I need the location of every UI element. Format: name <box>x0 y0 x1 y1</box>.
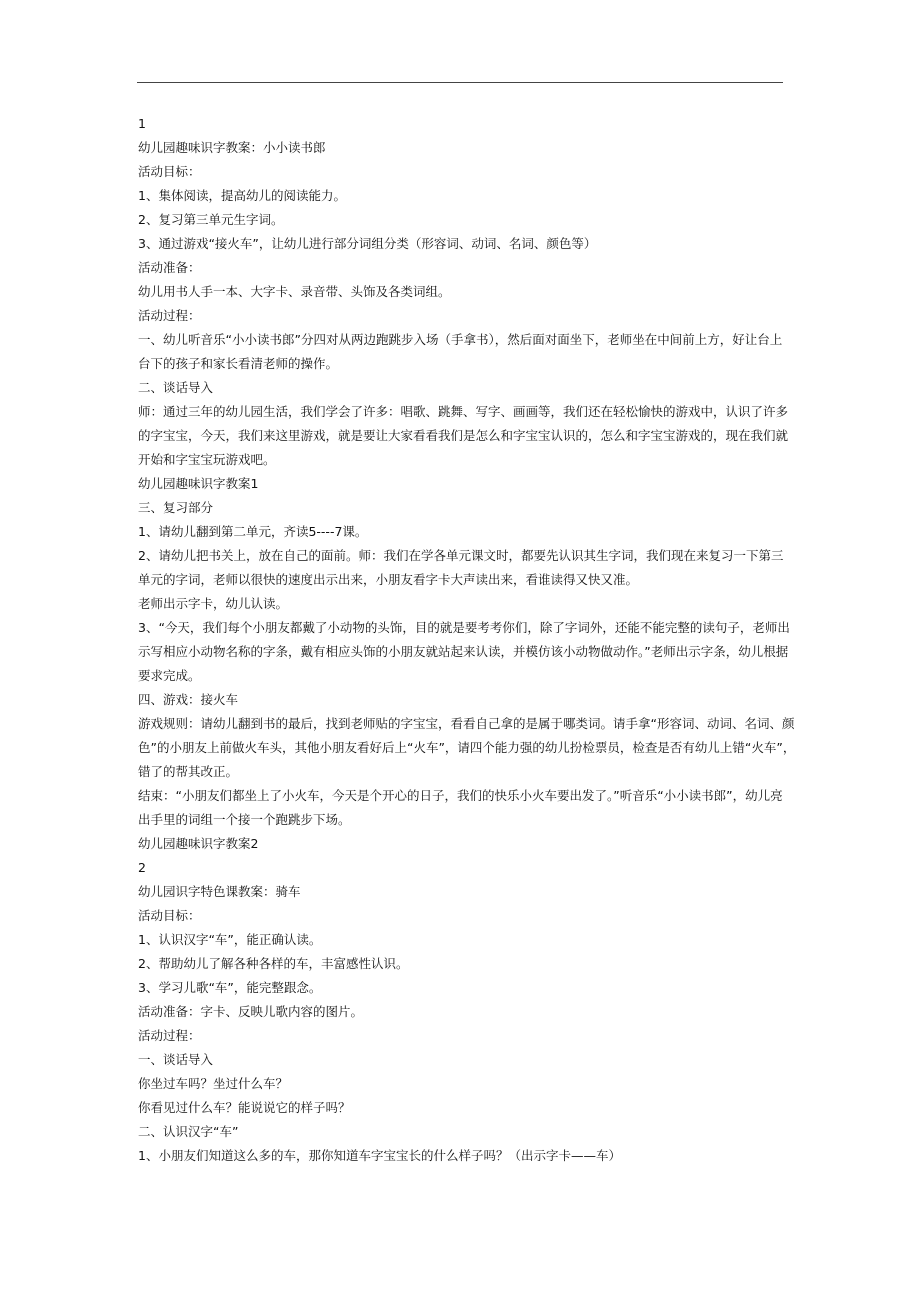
text-line: 1、小朋友们知道这么多的车，那你知道车字宝宝长的什么样子吗？（出示字卡——车） <box>138 1148 621 1163</box>
text-line: 活动准备：字卡、反映儿歌内容的图片。 <box>138 1004 364 1019</box>
section-heading: 活动目标： <box>138 164 201 179</box>
section-heading: 四、游戏：接火车 <box>138 692 239 707</box>
text-line: 2、请幼儿把书关上，放在自己的面前。师：我们在学各单元课文时，都要先认识其生字词，我们现在来复习一下第三 <box>138 548 784 563</box>
lesson-title-2: 幼儿园识字特色课教案：骑车 <box>138 884 301 899</box>
text-line: 3、“今天，我们每个小朋友都戴了小动物的头饰，目的就是要考考你们，除了字词外，还能不能完整的读句子，老师出 <box>138 620 790 635</box>
section-heading: 三、复习部分 <box>138 500 214 515</box>
section-heading: 二、认识汉字“车” <box>138 1124 239 1139</box>
text-line: 你看见过什么车？能说说它的样子吗？ <box>138 1100 351 1115</box>
text-line: 2、复习第三单元生字词。 <box>138 212 284 227</box>
text-line: 开始和字宝宝玩游戏吧。 <box>138 452 276 467</box>
section-heading: 活动过程： <box>138 1028 201 1043</box>
text-line: 的字宝宝，今天，我们来这里游戏，就是要让大家看看我们是怎么和字宝宝认识的，怎么和字宝宝游戏的，现在我们就 <box>138 428 789 443</box>
text-line: 1、认识汉字“车”，能正确认读。 <box>138 932 322 947</box>
text-line: 一、幼儿听音乐“小小读书郎”分四对从两边跑跳步入场（手拿书），然后面对面坐下，老师坐在中间前上方，好让台上 <box>138 332 783 347</box>
text-line: 单元的字词，老师以很快的速度出示出来，小朋友看字卡大声读出来，看谁读得又快又准。 <box>138 572 639 587</box>
text-line: 游戏规则：请幼儿翻到书的最后，找到老师贴的字宝宝，看看自己拿的是属于哪类词。请手拿“形容词、动词、名词、颜 <box>138 716 795 731</box>
text-line: 错了的帮其改正。 <box>138 764 239 779</box>
text-line: 示写相应小动物名称的字条，戴有相应头饰的小朋友就站起来认读，并模仿该小动物做动作。”老师出示字条，幼儿根据 <box>138 644 789 659</box>
text-line: 要求完成。 <box>138 668 201 683</box>
text-line: 幼儿用书人手一本、大字卡、录音带、头饰及各类词组。 <box>138 284 451 299</box>
section-heading: 活动目标： <box>138 908 201 923</box>
lesson-title-1: 幼儿园趣味识字教案：小小读书郎 <box>138 140 326 155</box>
page-number-1: 1 <box>138 116 146 131</box>
text-line: 3、学习儿歌“车”，能完整跟念。 <box>138 980 322 995</box>
text-line: 1、集体阅读，提高幼儿的阅读能力。 <box>138 188 346 203</box>
text-line: 结束：“小朋友们都坐上了小火车，今天是个开心的日子，我们的快乐小火车要出发了。”听音乐“小小读书郎”，幼儿亮 <box>138 788 783 803</box>
page-number-2: 2 <box>138 860 146 875</box>
header-rule <box>137 82 783 83</box>
text-line: 你坐过车吗？坐过什么车？ <box>138 1076 289 1091</box>
section-heading: 活动过程： <box>138 308 201 323</box>
text-line: 出手里的词组一个接一个跑跳步下场。 <box>138 812 351 827</box>
lesson-label: 幼儿园趣味识字教案1 <box>138 476 259 491</box>
text-line: 3、通过游戏“接火车”，让幼儿进行部分词组分类（形容词、动词、名词、颜色等） <box>138 236 597 251</box>
text-line: 台下的孩子和家长看清老师的操作。 <box>138 356 339 371</box>
lesson-label: 幼儿园趣味识字教案2 <box>138 836 259 851</box>
text-line: 老师出示字卡，幼儿认读。 <box>138 596 289 611</box>
text-line: 1、请幼儿翻到第二单元，齐读5----7课。 <box>138 524 368 539</box>
text-line: 师：通过三年的幼儿园生活，我们学会了许多：唱歌、跳舞、写字、画画等，我们还在轻松愉快的游戏中，认识了许多 <box>138 404 789 419</box>
section-heading: 二、谈话导入 <box>138 380 214 395</box>
section-heading: 活动准备： <box>138 260 201 275</box>
section-heading: 一、谈话导入 <box>138 1052 214 1067</box>
document-body <box>138 116 796 1172</box>
text-line: 2、帮助幼儿了解各种各样的车，丰富感性认识。 <box>138 956 409 971</box>
text-line: 色”的小朋友上前做火车头，其他小朋友看好后上“火车”，请四个能力强的幼儿扮检票员，检查是否有幼儿上错“火车”， <box>138 740 796 755</box>
